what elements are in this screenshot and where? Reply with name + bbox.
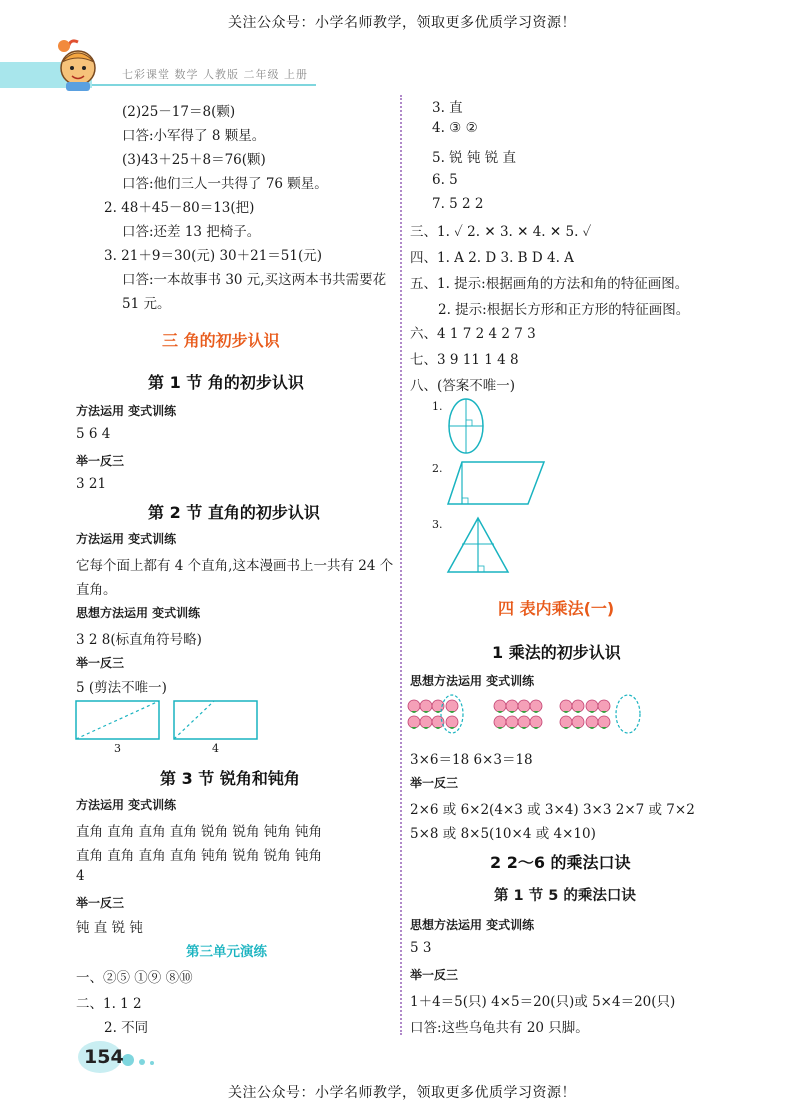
ellipse-figure — [444, 396, 498, 456]
promo-banner-bottom: 关注公众号：小学名师教学，领取更多优质学习资源！ — [228, 1085, 576, 1101]
answer-line: 3. 直 — [432, 100, 463, 116]
unit-title: 四 表内乘法(一) — [498, 599, 615, 618]
promo-banner-top: 关注公众号：小学名师教学，领取更多优质学习资源！ — [228, 15, 576, 31]
answer-line: 3 2 8(标直角符号略) — [76, 632, 202, 648]
answer-line: 2. 48＋45－80＝13(把) — [104, 200, 255, 216]
parallelogram-figure — [446, 458, 546, 508]
answer-line: 一、②⑤ ①⑨ ⑧⑩ — [76, 970, 193, 986]
answer-line: 5. 锐 钝 锐 直 — [432, 150, 517, 166]
answer-line: 八、(答案不唯一) — [410, 378, 516, 394]
figure-label: 3. — [432, 518, 443, 531]
answer-line: 2×6 或 6×2(4×3 或 3×4) 3×3 2×7 或 7×2 — [410, 802, 695, 818]
answer-line: 直角 直角 直角 直角 锐角 锐角 钝角 钝角 — [76, 824, 323, 840]
mascot-icon — [48, 36, 106, 92]
answer-line: 直角。 — [76, 582, 117, 598]
exercise-label: 举一反三 — [76, 454, 125, 468]
answer-line: 4 — [76, 868, 85, 884]
exercise-label: 方法运用 变式训练 — [76, 404, 177, 418]
answer-line: 口答:小军得了 8 颗星。 — [122, 128, 266, 144]
exercise-label: 举一反三 — [410, 776, 459, 790]
answer-line: 口答:这些乌龟共有 20 只脚。 — [410, 1020, 589, 1036]
exercise-label: 思想方法运用 变式训练 — [76, 606, 201, 620]
answer-line: 4. ③ ② — [432, 120, 478, 136]
answer-line: 7. 5 2 2 — [432, 196, 484, 212]
exercise-label: 思想方法运用 变式训练 — [410, 674, 535, 688]
answer-line: 5 (剪法不唯一) — [76, 680, 167, 696]
header-line — [92, 84, 316, 86]
section-title: 1 乘法的初步认识 — [492, 643, 621, 662]
answer-line: (3)43＋25＋8＝76(颗) — [122, 152, 266, 168]
unit-title: 三 角的初步认识 — [162, 331, 280, 350]
answer-line: (2)25－17＝8(颗) — [122, 104, 236, 120]
answer-line: 1＋4＝5(只) 4×5＝20(只)或 5×4＝20(只) — [410, 994, 676, 1010]
exercise-label: 方法运用 变式训练 — [76, 798, 177, 812]
answer-line: 三、1. ✓ 2. ✕ 3. ✕ 4. ✕ 5. ✓ — [410, 224, 592, 240]
answer-line: 51 元。 — [122, 296, 171, 312]
answer-line: 2. 提示:根据长方形和正方形的特征画图。 — [438, 302, 690, 318]
answer-line: 5 6 4 — [76, 426, 111, 442]
section-title: 第 3 节 锐角和钝角 — [160, 769, 300, 788]
figure-label: 3 — [114, 742, 121, 755]
answer-line: 5×8 或 8×5(10×4 或 4×10) — [410, 826, 596, 842]
triangle-figure — [444, 514, 514, 576]
figure-label: 2. — [432, 462, 443, 475]
answer-line: 3 21 — [76, 476, 107, 492]
exercise-label: 思想方法运用 变式训练 — [410, 918, 535, 932]
answer-line: 七、3 9 11 1 4 8 — [410, 352, 519, 368]
peach-groups — [406, 694, 646, 738]
answer-line: 钝 直 锐 钝 — [76, 920, 143, 936]
answer-line: 口答:一本故事书 30 元,买这两本书共需要花 — [122, 272, 387, 288]
exercise-label: 举一反三 — [410, 968, 459, 982]
answer-line: 五、1. 提示:根据画角的方法和角的特征画图。 — [410, 276, 689, 292]
book-title: 七彩课堂 数学 人教版 二年级 上册 — [122, 68, 308, 81]
answer-line: 口答:他们三人一共得了 76 颗星。 — [122, 176, 328, 192]
answer-line: 3×6＝18 6×3＝18 — [410, 752, 533, 768]
answer-line: 5 3 — [410, 940, 432, 956]
section-title: 第 1 节 角的初步认识 — [148, 373, 304, 392]
answer-line: 二、1. 1 2 — [76, 996, 142, 1012]
answer-line: 2. 不同 — [104, 1020, 149, 1036]
answer-line: 直角 直角 直角 直角 钝角 锐角 锐角 钝角 — [76, 848, 323, 864]
answer-line: 口答:还差 13 把椅子。 — [122, 224, 261, 240]
page-number: 154 — [84, 1046, 124, 1068]
section-subtitle: 第 1 节 5 的乘法口诀 — [494, 888, 636, 904]
answer-line: 它每个面上都有 4 个直角,这本漫画书上一共有 24 个 — [76, 558, 394, 574]
drill-title: 第三单元演练 — [186, 944, 267, 960]
answer-line: 六、4 1 7 2 4 2 7 3 — [410, 326, 536, 342]
answer-line: 3. 21＋9＝30(元) 30＋21＝51(元) — [104, 248, 323, 264]
figure-label: 1. — [432, 400, 443, 413]
exercise-label: 方法运用 变式训练 — [76, 532, 177, 546]
exercise-label: 举一反三 — [76, 896, 125, 910]
answer-line: 四、1. A 2. D 3. B D 4. A — [410, 250, 574, 266]
cut-diagram — [74, 698, 264, 746]
column-divider — [400, 95, 402, 1035]
figure-label: 4 — [212, 742, 219, 755]
section-title: 2 2～6 的乘法口诀 — [490, 853, 631, 872]
section-title: 第 2 节 直角的初步认识 — [148, 503, 320, 522]
answer-line: 6. 5 — [432, 172, 458, 188]
exercise-label: 举一反三 — [76, 656, 125, 670]
